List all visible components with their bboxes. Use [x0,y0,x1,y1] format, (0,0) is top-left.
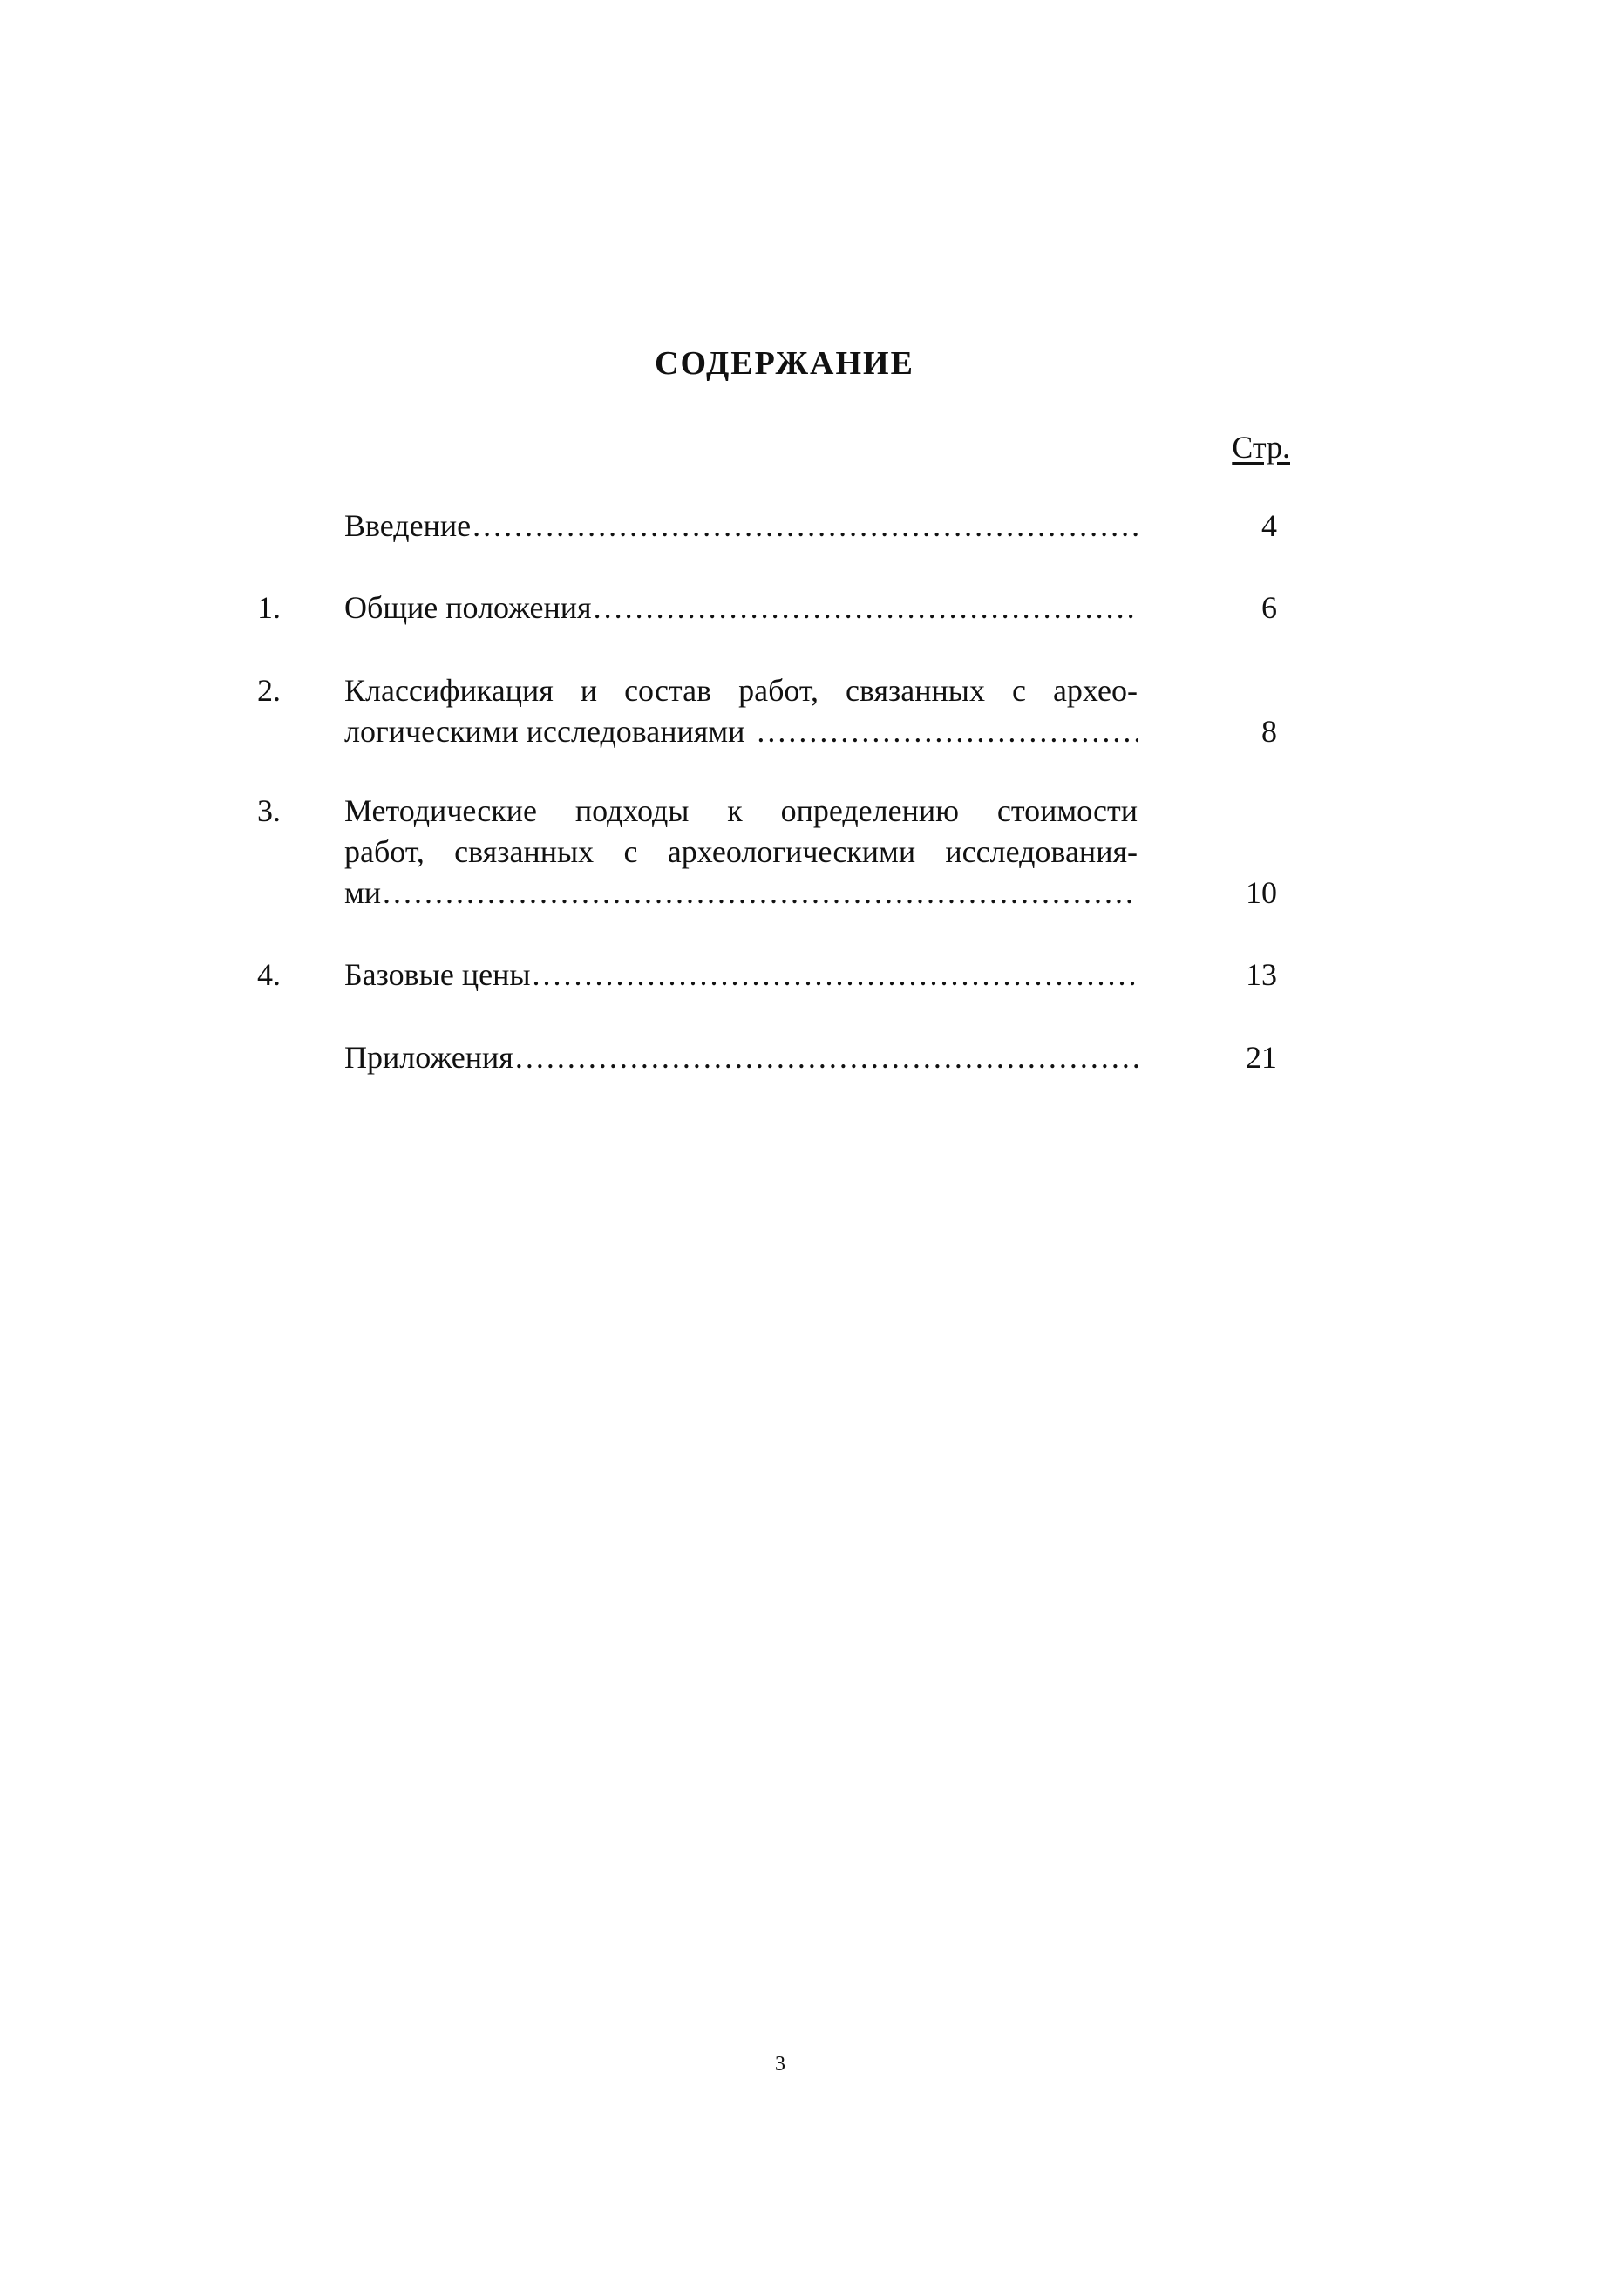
dot-leader [515,1037,1138,1078]
dot-leader [757,711,1138,752]
toc-entry-line: логическими исследованиями [344,714,745,749]
dot-leader [472,506,1138,547]
toc-entry-number: 2. [257,673,281,708]
toc-entry-line: Общие положения [344,590,592,625]
toc-entry-text [344,588,1138,628]
toc-entry-line: ми [344,875,382,910]
toc-entry-line: Приложения [344,1040,513,1075]
toc-entry-line: работ, связанных с археологическими исследования- [344,834,1138,869]
toc-entry-page: 6 [1261,590,1277,625]
toc-entry-page: 8 [1261,714,1277,749]
toc-entry-line: Введение [344,508,472,543]
toc-entry-page: 10 [1246,875,1277,910]
toc-entry-number: 3. [257,793,281,828]
toc-entry-text [344,954,1138,995]
toc-entry-number: 1. [257,590,281,625]
page-column-header: Стр. [1232,430,1290,465]
dot-leader [383,873,1138,914]
toc-entry-text [344,670,1138,752]
toc-entry-text [344,791,1138,914]
toc-entry-line: Базовые цены [344,957,531,992]
toc-title: СОДЕРЖАНИЕ [655,345,914,382]
toc-entry-line: Методические подходы к определению стоимости [344,793,1138,828]
toc-entry-line: Классификация и состав работ, связанных с архео- [344,673,1138,708]
page-number: 3 [775,2053,785,2075]
toc-entry-number: 4. [257,957,281,992]
toc-entry-page: 21 [1246,1040,1277,1075]
toc-entry-page: 13 [1246,957,1277,992]
dot-leader [533,954,1138,995]
toc-entry-text [344,1037,1138,1078]
toc-entry-page: 4 [1261,508,1277,543]
toc-entry-text [344,506,1138,547]
dot-leader [594,588,1138,628]
